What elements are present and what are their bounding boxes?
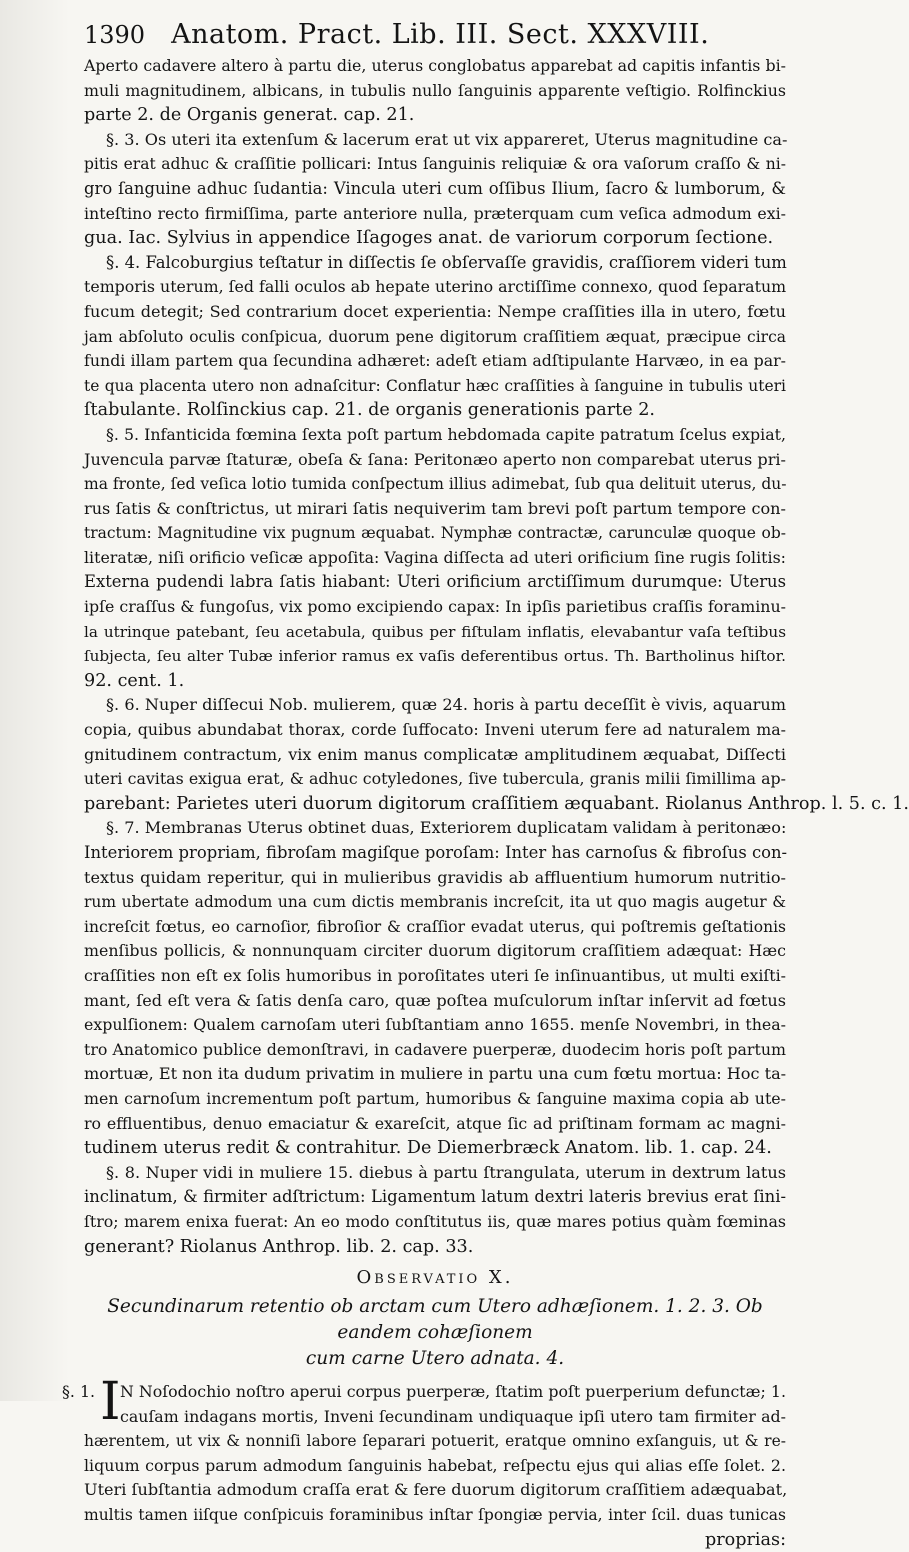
paragraph-line: multis tamen iiſque conſpicuis foraminibus inſtar ſpongiæ pervia, inter ſcil. duas tunicas <box>84 1506 786 1525</box>
paragraph-line: fundi illam partem qua ſecundina adhæret: adeſt etiam adſtipulante Harvæo, in ea par- <box>84 351 786 371</box>
paragraph-line: parte 2. de Organis generat. cap. 21. <box>84 105 415 126</box>
paragraph-line: §. 5. Infanticida fœmina ſexta poſt partum hebdomada capite patratum ſcelus expiat, <box>106 424 786 444</box>
paragraph-line: fucum detegit; Sed contrarium docet experientia: Nempe craſſities illa in utero, fœtu <box>84 301 786 321</box>
paragraph-line: Aperto cadavere altero à partu die, uterus conglobatus apparebat ad capitis infantis bi- <box>84 56 786 75</box>
paragraph-s4 <box>84 251 786 423</box>
paragraph-line: craſſities non eſt ex ſolis humoribus in poroſitates uteri ſe inſinuantibus, ut multi exiſti- <box>84 965 786 985</box>
observatio-subtitle <box>84 1294 786 1372</box>
paragraph-line: Juvencula parvæ ſtaturæ, obeſa & ſana: Peritonæo aperto non comparebat uterus pri- <box>84 449 786 469</box>
paragraph-line: ſtro; marem enixa fuerat: An eo modo conſtitutus iis, quæ mares potius quàm fœminas <box>84 1211 786 1231</box>
paragraph-line: ſubjecta, ſeu alter Tubæ inferior ramus ex vaſis deferentibus ortus. Th. Bartholinus hiſtor. <box>84 647 786 666</box>
paragraph-line: menſibus pollicis, & nonnunquam circiter duorum digitorum craſſitiem adæquat: Hæc <box>84 941 786 961</box>
paragraph-line: la utrinque patebant, ſeu acetabula, quibus per fiſtulam inflatis, elevabantur vaſa teſtibus <box>84 622 786 641</box>
paragraph-line: 92. cent. 1. <box>84 670 185 691</box>
header-title: Anatom. Pract. Lib. III. Sect. XXXVIII. <box>171 19 710 50</box>
paragraph-line: jam abſoluto oculis conſpicua, duorum pene digitorum craſſitiem æquat, præcipue circa <box>84 327 786 346</box>
paragraph-line: te qua placenta utero non adnaſcitur: Conflatur hæc craſſities à ſanguine in tubulis uteri <box>84 376 786 395</box>
paragraph-line: tractum: Magnitudine vix pugnum æquabat. Nymphæ contractæ, carunculæ quoque ob- <box>84 524 786 543</box>
paragraph-line: ſtabulante. Rolſinckius cap. 21. de organis generationis parte 2. <box>84 400 655 421</box>
paragraph-line: gro ſanguine adhuc ſudantia: Vincula uteri cum oſſibus Ilium, ſacro & lumborum, & <box>84 178 786 198</box>
drop-capital: I <box>100 1372 121 1433</box>
paragraph-intro <box>84 54 786 128</box>
running-header <box>84 18 786 52</box>
paragraph-line: gnitudinem contractum, vix enim manus complicatæ amplitudinem æquabat, Diſſecti <box>84 744 786 764</box>
paragraph-line: cauſam indagans mortis, Inveni ſecundinam undiquaque ipſi utero tam firmiter ad- <box>120 1406 786 1426</box>
observatio-heading: Observatio X. <box>356 1267 514 1289</box>
paragraph-line: liquum corpus parum admodum ſanguinis habebat, reſpectu ejus qui alias eſſe ſolet. 2. <box>84 1455 786 1475</box>
paragraph-line: mortuæ, Et non ita dudum privatim in muliere in partu una cum fœtu mortua: Hoc ta- <box>84 1064 787 1084</box>
paragraph-line: muli magnitudinem, albicans, in tubulis nullo ſanguinis apparente veſtigio. Rolfinckius <box>84 80 786 100</box>
paragraph-line: §. 7. Membranas Uterus obtinet duas, Exteriorem duplicatam validam à peritonæo: <box>106 818 787 838</box>
paragraph-line: increſcit fœtus, eo carnoſior, fibroſior & craſſior evadat uterus, qui poſtremis geſtationis <box>84 917 786 936</box>
paragraph-line: copia, quibus abundabat thorax, corde ſuffocato: Inveni uterum fere ad naturalem ma- <box>84 720 786 740</box>
paragraph-line: generant? Riolanus Anthrop. lib. 2. cap. 33. <box>84 1236 474 1257</box>
paragraph-s5 <box>84 423 786 694</box>
subtitle-line: Secundinarum retentio ob arctam cum Utero adhæſionem. 1. 2. 3. Ob eandem cohæſionem <box>107 1296 763 1344</box>
paragraph-line: gua. Iac. Sylvius in appendice Iſagoges anat. de variorum corporum ſectione. <box>84 228 774 249</box>
paragraph-line: inclinatum, & firmiter adſtrictum: Ligamentum latum dextri lateris brevius erat ſini- <box>84 1187 786 1207</box>
paragraph-line: tro Anatomico publice demonſtravi, in cadavere puerperæ, duodecim horis poſt partum <box>84 1039 786 1059</box>
paragraph-line: ipſe craſſus & fungoſus, vix pomo excipiendo capax: In ipſis parietibus craſſis foraminu- <box>84 597 786 617</box>
paragraph-line: §. 3. Os uteri ita extenſum & lacerum erat ut vix appareret, Uterus magnitudine ca- <box>106 129 788 149</box>
paragraph-line: inteſtino recto firmiſſima, parte anteriore nulla, præterquam cum veſica admodum exi- <box>84 203 786 223</box>
text-body <box>84 54 909 1259</box>
paragraph-s8 <box>84 1161 786 1259</box>
paragraph-line: hærentem, ut vix & nonniſi labore ſeparari potuerit, eratque omnino exſanguis, ut & re- <box>84 1432 786 1451</box>
paragraph-line: §. 4. Falcoburgius teſtatur in diſſectis ſe obſervaſſe gravidis, craſſiorem videri tum <box>106 252 787 272</box>
paragraph-s7 <box>84 816 786 1160</box>
section-mark: §. 1. <box>62 1382 96 1402</box>
paragraph-line: rum ubertate admodum una cum dictis membranis increſcit, ita ut quo magis augetur & <box>84 893 786 912</box>
paragraph-line: rus ſatis & conſtrictus, ut mirari ſatis nequiverim tam brevi poſt partum tempore con- <box>84 498 786 518</box>
paragraph-line: pitis erat adhuc & craſſitie pollicari: Intus ſanguinis reliquiæ & ora vaſorum craſſo & ni- <box>84 155 786 174</box>
paragraph-line: tudinem uterus redit & contrahitur. De Diemerbræck Anatom. lib. 1. cap. 24. <box>84 1138 772 1159</box>
catchword: proprias: <box>704 1529 786 1550</box>
paragraph-s6 <box>84 693 909 816</box>
paragraph-line: Uteri ſubſtantia admodum craſſa erat & fere duorum digitorum craſſitiem adæquabat, <box>84 1480 788 1500</box>
line-text: N Noſodochio noſtro aperui corpus puerperæ, ſtatim poſt puerperium defunctæ; 1. <box>120 1382 786 1402</box>
paragraph-line: literatæ, niſi orificio veſicæ appoſita: Vagina diſſecta ad uteri orificium ſine rugis ſolitis: <box>84 547 786 567</box>
paragraph-line: uteri cavitas exigua erat, & adhuc cotyledones, ſive tubercula, granis milii ſimillima ap- <box>84 769 786 789</box>
paragraph-line: Externa pudendi labra ſatis hiabant: Uteri orificium arctiſſimum durumque: Uterus <box>84 572 786 592</box>
paragraph-line: §. 6. Nuper diſſecui Nob. mulierem, quæ 24. horis à partu deceſſit è vivis, aquarum <box>106 695 786 715</box>
final-paragraph <box>62 1372 788 1552</box>
paragraph-line: ma fronte, ſed veſica lotio tumida conſpectum illius adimebat, ſub qua delituit uterus, du- <box>84 475 787 494</box>
paragraph-line: §. 8. Nuper vidi in muliere 15. diebus à partu ſtrangulata, uterum in dextrum latus <box>106 1162 786 1182</box>
paragraph-s3 <box>84 128 786 251</box>
subtitle-line: cum carne Utero adnata. 4. <box>305 1348 565 1370</box>
paragraph-line: ro effluentibus, denuo emaciatur & exareſcit, atque ſic ad priſtinam formam ac magni- <box>84 1113 786 1133</box>
paragraph-line: temporis uterum, ſed falli oculos ab hepate uterino arctiſſime connexo, quod ſeparatum <box>84 277 787 297</box>
paragraph-line: expulſionem: Qualem carnoſam uteri ſubſtantiam anno 1655. menſe Novembri, in thea- <box>84 1015 786 1035</box>
paragraph-line: mant, ſed eſt vera & ſatis denſa caro, quæ poſtea muſculorum inſtar inſervit ad fœtus <box>84 990 786 1010</box>
paragraph-line: parebant: Parietes uteri duorum digitorum craſſitiem æquabant. Riolanus Anthrop. l. 5. c. 1. <box>84 793 909 814</box>
page-number: 1390 <box>84 21 146 49</box>
paragraph-line: textus quidam reperitur, qui in mulieribus gravidis ab affluentium humorum nutritio- <box>84 867 786 887</box>
paragraph-line: Interiorem propriam, fibroſam magiſque poroſam: Inter has carnoſus & fibroſus con- <box>84 843 788 862</box>
paragraph-line: men carnoſum incrementum poſt partum, humoribus & ſanguine maxima copia ab ute- <box>84 1088 786 1108</box>
